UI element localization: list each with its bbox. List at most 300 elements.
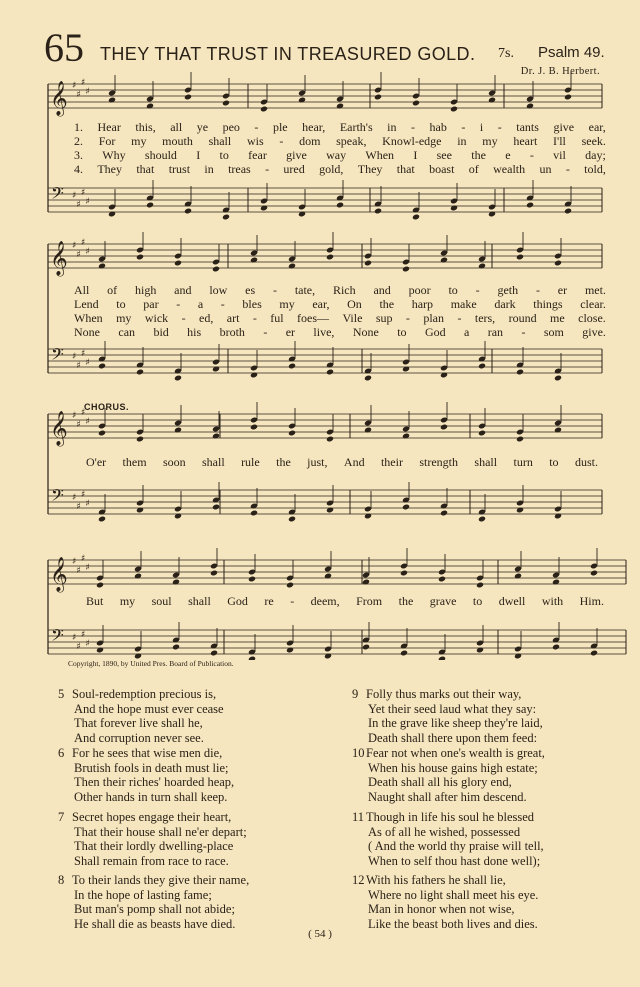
sharp-sign: ♯: [81, 490, 86, 500]
lyric-syllable: and: [174, 283, 192, 297]
sharp-sign: ♯: [81, 630, 86, 640]
verse-line: Where no light shall meet his eye.: [368, 887, 539, 902]
lyric-syllable: wick: [144, 311, 169, 325]
verse-line: 5 Soul-redemption precious is,: [58, 687, 217, 701]
verse-line: And corruption never see.: [74, 730, 204, 745]
lyric-line: [74, 120, 606, 135]
lyric-syllable: can: [118, 325, 136, 339]
note-head: [400, 570, 408, 577]
lyric-syllable: to: [472, 594, 483, 608]
note-head: [440, 510, 448, 517]
lyric-syllable: Earth's: [339, 120, 373, 134]
lyric-syllable: strength: [419, 455, 459, 469]
lyric-syllable: trust: [168, 162, 191, 176]
lyric-syllable: They: [357, 162, 383, 176]
lyric-syllable: speak,: [336, 134, 367, 148]
sharp-sign: ♯: [72, 557, 77, 567]
verse-line: In the grave like sheep they're laid,: [368, 716, 543, 730]
lyric-syllable: my: [279, 297, 295, 311]
lyric-syllable: par: [143, 297, 159, 311]
verse-stanza: [352, 810, 602, 868]
lyric-syllable: grave: [429, 594, 457, 608]
lyric-syllable: close.: [578, 311, 606, 325]
note-head: [526, 202, 534, 209]
sharp-sign: ♯: [81, 238, 86, 248]
lyric-syllable: live,: [313, 325, 335, 339]
verse-line: 12 With his fathers he shall lie,: [352, 873, 506, 887]
verse-line: That forever live shall he,: [74, 716, 203, 730]
sharp-sign: ♯: [85, 499, 90, 509]
sharp-sign: ♯: [81, 188, 86, 198]
lyric-syllable: of: [107, 283, 118, 297]
lyric-syllable: ful: [270, 311, 284, 325]
verse-line: He shall die as beasts have died.: [74, 916, 236, 931]
sharp-sign: ♯: [85, 639, 90, 649]
note-head: [98, 516, 106, 523]
note-head: [400, 650, 408, 657]
sharp-sign: ♯: [76, 90, 81, 100]
note-head: [412, 214, 420, 221]
note-head: [222, 214, 230, 221]
verse-number: 6: [58, 746, 65, 760]
lyric-syllable: turn: [513, 455, 533, 469]
note-head: [136, 369, 144, 376]
note-head: [286, 582, 294, 589]
sharp-sign: ♯: [76, 200, 81, 210]
sharp-sign: ♯: [72, 81, 77, 91]
verse-stanza: [58, 687, 308, 745]
lyric-syllable: I: [413, 148, 418, 162]
lyric-syllable: gold,: [319, 162, 344, 176]
lyric-syllable: that: [396, 162, 415, 176]
lyric-line: [74, 148, 606, 163]
lyric-syllable: tants: [516, 120, 539, 134]
lyric-syllable: 3.: [74, 148, 83, 162]
note-head: [210, 650, 218, 657]
verse-stanza: [58, 873, 308, 931]
note-head: [564, 208, 572, 215]
lyric-syllable: and: [373, 283, 391, 297]
verse-line: In the hope of lasting fame;: [74, 887, 212, 902]
note-head: [248, 656, 256, 660]
lyric-line: [74, 325, 606, 340]
verse-line: Brutish fools in death must lie;: [74, 760, 229, 775]
lyric-line: [74, 297, 606, 312]
note-head: [250, 510, 258, 517]
verse-number: 8: [58, 873, 65, 887]
lyric-syllable: low: [209, 283, 228, 297]
lyric-syllable: shall: [208, 134, 232, 148]
lyric-syllable: a: [464, 325, 470, 339]
lyric-syllable: ters,: [474, 311, 496, 325]
sharp-sign: ♯: [76, 250, 81, 260]
treble-clef: 𝄞: [50, 557, 68, 592]
lyric-syllable: 1.: [74, 120, 83, 134]
lyric-syllable: broth: [219, 325, 245, 339]
verse-line: But man's pomp shall not abide;: [74, 902, 235, 916]
lyric-syllable: all: [170, 120, 183, 134]
lyric-syllable: with: [541, 594, 564, 608]
lyric-syllable: -: [176, 297, 181, 311]
copyright-notice: Copyright, 1890, by United Pres. Board of Publication.: [68, 659, 234, 668]
lyric-syllable: the: [276, 455, 291, 469]
lyric-syllable: tate,: [294, 283, 316, 297]
lyric-syllable: ye: [196, 120, 209, 134]
page-number: ( 54 ): [308, 928, 332, 940]
note-head: [326, 369, 334, 376]
note-head: [136, 254, 144, 261]
sharp-sign: ♯: [85, 563, 90, 573]
verse-stanza: [352, 873, 602, 931]
lyric-syllable: that: [136, 162, 155, 176]
lyric-syllable: ed,: [199, 311, 214, 325]
verse-line: Naught shall after him descend.: [368, 789, 527, 804]
lyric-syllable: clear.: [580, 297, 606, 311]
verse-stanza: [352, 687, 602, 745]
lyric-syllable: way: [326, 148, 347, 162]
lyric-syllable: make: [450, 297, 477, 311]
lyric-syllable: art: [226, 311, 240, 325]
note-head: [98, 430, 106, 437]
note-head: [478, 516, 486, 523]
lyric-syllable: -: [252, 311, 257, 325]
note-head: [184, 208, 192, 215]
verse-number: 5: [58, 687, 65, 701]
lyric-syllable: of: [468, 162, 479, 176]
note-head: [172, 644, 180, 651]
note-head: [402, 504, 410, 511]
psalm-reference: Psalm 49.: [538, 44, 605, 61]
lyric-syllable: my: [131, 134, 147, 148]
lyric-syllable: Lend: [74, 297, 99, 311]
verse-line: ( And the world thy praise will tell,: [368, 839, 544, 853]
note-head: [210, 570, 218, 577]
treble-clef: 𝄞: [50, 241, 68, 276]
lyric-syllable: told,: [584, 162, 606, 176]
lyric-syllable: hab: [429, 120, 447, 134]
verse-line: Death shall there upon them feed:: [368, 730, 538, 745]
sharp-sign: ♯: [72, 191, 77, 201]
note-head: [174, 375, 182, 382]
verse-line: Like the beast both lives and dies.: [368, 916, 538, 931]
lyric-syllable: dust.: [574, 455, 598, 469]
lyric-syllable: them: [122, 455, 147, 469]
note-head: [364, 260, 372, 267]
verse-number: 12: [352, 873, 365, 887]
sharp-sign: ♯: [81, 349, 86, 359]
lyric-syllable: som: [543, 325, 564, 339]
lyric-syllable: 2.: [74, 134, 83, 148]
lyric-syllable: to: [549, 455, 559, 469]
note-head: [590, 650, 598, 657]
lyric-syllable: bid: [153, 325, 169, 339]
verse-number: 11: [352, 810, 365, 824]
lyric-syllable: his: [187, 325, 202, 339]
lyric-syllable: I: [196, 148, 201, 162]
note-head: [564, 94, 572, 101]
lyric-syllable: in: [457, 134, 467, 148]
lyric-syllable: shall: [202, 455, 225, 469]
verse-line: 8 To their lands they give their name,: [58, 873, 250, 887]
note-head: [440, 424, 448, 431]
lyric-syllable: I'll: [553, 134, 566, 148]
lyric-syllable: should: [144, 148, 177, 162]
lyric-syllable: They: [97, 162, 122, 176]
lyric-syllable: e: [505, 148, 511, 162]
lyric-syllable: un: [539, 162, 552, 176]
lyric-syllable: -: [290, 594, 295, 608]
lyric-syllable: shall: [474, 455, 498, 469]
hymn-title: THEY THAT TRUST IN TREASURED GOLD.: [100, 44, 476, 64]
hymn-meter: 7s.: [498, 46, 514, 61]
lyric-line: [74, 283, 606, 298]
lyric-syllable: rule: [241, 455, 260, 469]
sharp-sign: ♯: [81, 408, 86, 418]
lyric-syllable: er: [557, 283, 568, 297]
lyric-syllable: the: [398, 594, 414, 608]
verse-line: Yet their seed laud what they say:: [368, 701, 537, 716]
verse-stanza: [352, 746, 602, 804]
lyric-syllable: deem,: [310, 594, 340, 608]
sharp-sign: ♯: [76, 566, 81, 576]
chorus-label: CHORUS.: [84, 402, 130, 412]
note-head: [184, 94, 192, 101]
lyric-syllable: When: [74, 311, 103, 325]
lyric-syllable: -: [529, 148, 534, 162]
lyric-syllable: Hear: [97, 120, 121, 134]
treble-clef: 𝄞: [50, 411, 68, 446]
note-head: [362, 644, 370, 651]
lyric-syllable: re: [264, 594, 274, 608]
lyric-syllable: wealth: [493, 162, 526, 176]
lyric-syllable: my: [482, 134, 498, 148]
note-head: [374, 94, 382, 101]
lyric-syllable: -: [265, 162, 270, 176]
sharp-sign: ♯: [72, 241, 77, 251]
verse-line: That their house shall ne'er depart;: [74, 824, 247, 839]
lyric-syllable: met.: [584, 283, 606, 297]
lyric-syllable: just,: [307, 455, 328, 469]
note-head: [476, 582, 484, 589]
lyric-syllable: to: [448, 283, 458, 297]
lyric-syllable: dwell: [498, 594, 526, 608]
lyric-syllable: -: [411, 120, 416, 134]
composer-credit: Dr. J. B. Herbert.: [520, 66, 600, 77]
lyric-syllable: to: [116, 297, 126, 311]
sharp-sign: ♯: [85, 358, 90, 368]
lyric-syllable: When: [365, 148, 395, 162]
lyric-syllable: foes—: [297, 311, 330, 325]
verse-line: Man in honor when not wise,: [368, 902, 515, 916]
note-head: [212, 504, 220, 511]
sharp-sign: ♯: [85, 197, 90, 207]
lyric-syllable: dark: [494, 297, 516, 311]
note-head: [478, 363, 486, 370]
verse-line: When to self thou hast done well);: [368, 853, 541, 868]
sharp-sign: ♯: [72, 633, 77, 643]
lyric-syllable: -: [272, 283, 277, 297]
note-head: [450, 106, 458, 113]
verse-line: 9 Folly thus marks out their way,: [352, 687, 522, 701]
note-head: [250, 424, 258, 431]
lyric-syllable: a: [197, 297, 204, 311]
verse-line: That their lordly dwelling-place: [74, 839, 234, 853]
note-head: [288, 363, 296, 370]
sharp-sign: ♯: [85, 87, 90, 97]
sharp-sign: ♯: [76, 642, 81, 652]
lyric-syllable: 4.: [74, 162, 83, 176]
lyric-syllable: the: [379, 297, 395, 311]
note-head: [260, 106, 268, 113]
lyric-syllable: to: [219, 148, 229, 162]
lyric-syllable: God: [227, 594, 248, 608]
hymn-number: 65: [44, 25, 84, 70]
lyric-syllable: treas: [228, 162, 251, 176]
lyric-syllable: On: [347, 297, 362, 311]
lyric-syllable: boast: [429, 162, 455, 176]
note-head: [222, 100, 230, 107]
note-head: [288, 430, 296, 437]
lyric-syllable: -: [475, 283, 480, 297]
lyric-syllable: their: [380, 455, 403, 469]
note-head: [552, 644, 560, 651]
lyric-syllable: ear,: [312, 297, 330, 311]
lyric-syllable: plan: [423, 311, 445, 325]
lyric-syllable: -: [220, 297, 225, 311]
lyric-syllable: -: [461, 120, 466, 134]
lyric-syllable: the: [471, 148, 486, 162]
lyric-syllable: peo: [222, 120, 240, 134]
lyric-syllable: mouth: [162, 134, 193, 148]
sharp-sign: ♯: [76, 420, 81, 430]
lyric-syllable: this,: [135, 120, 156, 134]
lyric-syllable: God: [424, 325, 446, 339]
lyric-syllable: For: [98, 134, 116, 148]
lyric-line: [86, 594, 604, 609]
lyric-syllable: geth: [497, 283, 519, 297]
note-head: [96, 582, 104, 589]
lyric-syllable: hear,: [302, 120, 326, 134]
sharp-sign: ♯: [72, 493, 77, 503]
lyric-syllable: ran: [487, 325, 504, 339]
lyric-syllable: harp: [411, 297, 434, 311]
note-head: [98, 363, 106, 370]
lyric-syllable: vil: [553, 148, 566, 162]
note-head: [554, 375, 562, 382]
lyric-syllable: From: [356, 594, 383, 608]
lyric-syllable: ear,: [588, 120, 606, 134]
verse-number: 9: [352, 687, 359, 701]
note-head: [326, 254, 334, 261]
lyric-syllable: -: [565, 162, 570, 176]
verse-number: 7: [58, 810, 65, 824]
lyric-syllable: -: [535, 283, 540, 297]
lyric-syllable: wis: [246, 134, 264, 148]
verse-line: Then their riches' hoarded heap,: [74, 775, 235, 789]
sharp-sign: ♯: [81, 78, 86, 88]
verse-line: 7 Secret hopes engage their heart,: [58, 810, 232, 824]
lyric-syllable: my: [116, 311, 132, 325]
lyric-syllable: Him.: [579, 594, 604, 608]
verse-line: And the hope must ever cease: [74, 701, 224, 716]
note-head: [136, 436, 144, 443]
lyric-line: [74, 162, 606, 177]
note-head: [374, 208, 382, 215]
lyric-syllable: er: [285, 325, 296, 339]
lyric-syllable: dom: [299, 134, 321, 148]
note-head: [438, 576, 446, 583]
note-head: [516, 436, 524, 443]
lyric-syllable: see: [436, 148, 452, 162]
verse-line: Death shall all his glory end,: [368, 775, 512, 789]
verse-line: 6 For he sees that wise men die,: [58, 746, 223, 760]
lyric-syllable: -: [254, 120, 259, 134]
lyric-syllable: -: [497, 120, 502, 134]
lyric-syllable: -: [263, 325, 268, 339]
lyric-syllable: All: [74, 283, 90, 297]
lyric-syllable: None: [352, 325, 379, 339]
sharp-sign: ♯: [81, 554, 86, 564]
verse-line: When his house gains high estate;: [368, 760, 538, 775]
lyric-syllable: -: [405, 311, 410, 325]
lyric-syllable: And: [343, 455, 365, 469]
note-head: [554, 260, 562, 267]
lyric-syllable: seek.: [581, 134, 606, 148]
note-head: [146, 202, 154, 209]
note-head: [516, 369, 524, 376]
sharp-sign: ♯: [76, 502, 81, 512]
note-head: [174, 260, 182, 267]
lyric-line: [86, 455, 598, 470]
lyric-syllable: Why: [102, 148, 126, 162]
note-head: [248, 576, 256, 583]
lyric-syllable: day;: [585, 148, 606, 162]
lyric-syllable: in: [387, 120, 397, 134]
lyric-syllable: bles: [242, 297, 262, 311]
verse-number: 10: [352, 746, 365, 760]
lyric-syllable: things: [533, 297, 563, 311]
lyric-syllable: ple: [272, 120, 288, 134]
lyric-syllable: soon: [162, 455, 186, 469]
note-head: [412, 100, 420, 107]
sharp-sign: ♯: [72, 352, 77, 362]
note-head: [326, 436, 334, 443]
note-head: [438, 656, 446, 660]
lyric-syllable: soul: [151, 594, 172, 608]
note-head: [364, 375, 372, 382]
verse-line: As of all he wished, possessed: [368, 824, 521, 839]
bass-clef: 𝄢: [51, 485, 64, 509]
note-head: [478, 430, 486, 437]
note-head: [212, 266, 220, 273]
verse-stanza: [58, 746, 308, 804]
bass-clef: 𝄢: [51, 344, 64, 368]
lyric-syllable: my: [119, 594, 136, 608]
lyric-syllable: es: [245, 283, 256, 297]
verse-line: Other hands in turn shall keep.: [74, 789, 228, 804]
bass-clef: 𝄢: [51, 183, 64, 207]
verse-line: 10 Fear not when one's wealth is great,: [352, 746, 545, 760]
lyric-line: [74, 311, 606, 326]
lyric-syllable: sup: [375, 311, 393, 325]
sharp-sign: ♯: [85, 247, 90, 257]
lyric-syllable: -: [457, 311, 462, 325]
lyric-syllable: O'er: [86, 455, 107, 469]
sharp-sign: ♯: [76, 361, 81, 371]
lyric-syllable: But: [86, 594, 104, 608]
lyric-syllable: i: [479, 120, 484, 134]
lyric-syllable: -: [181, 311, 186, 325]
